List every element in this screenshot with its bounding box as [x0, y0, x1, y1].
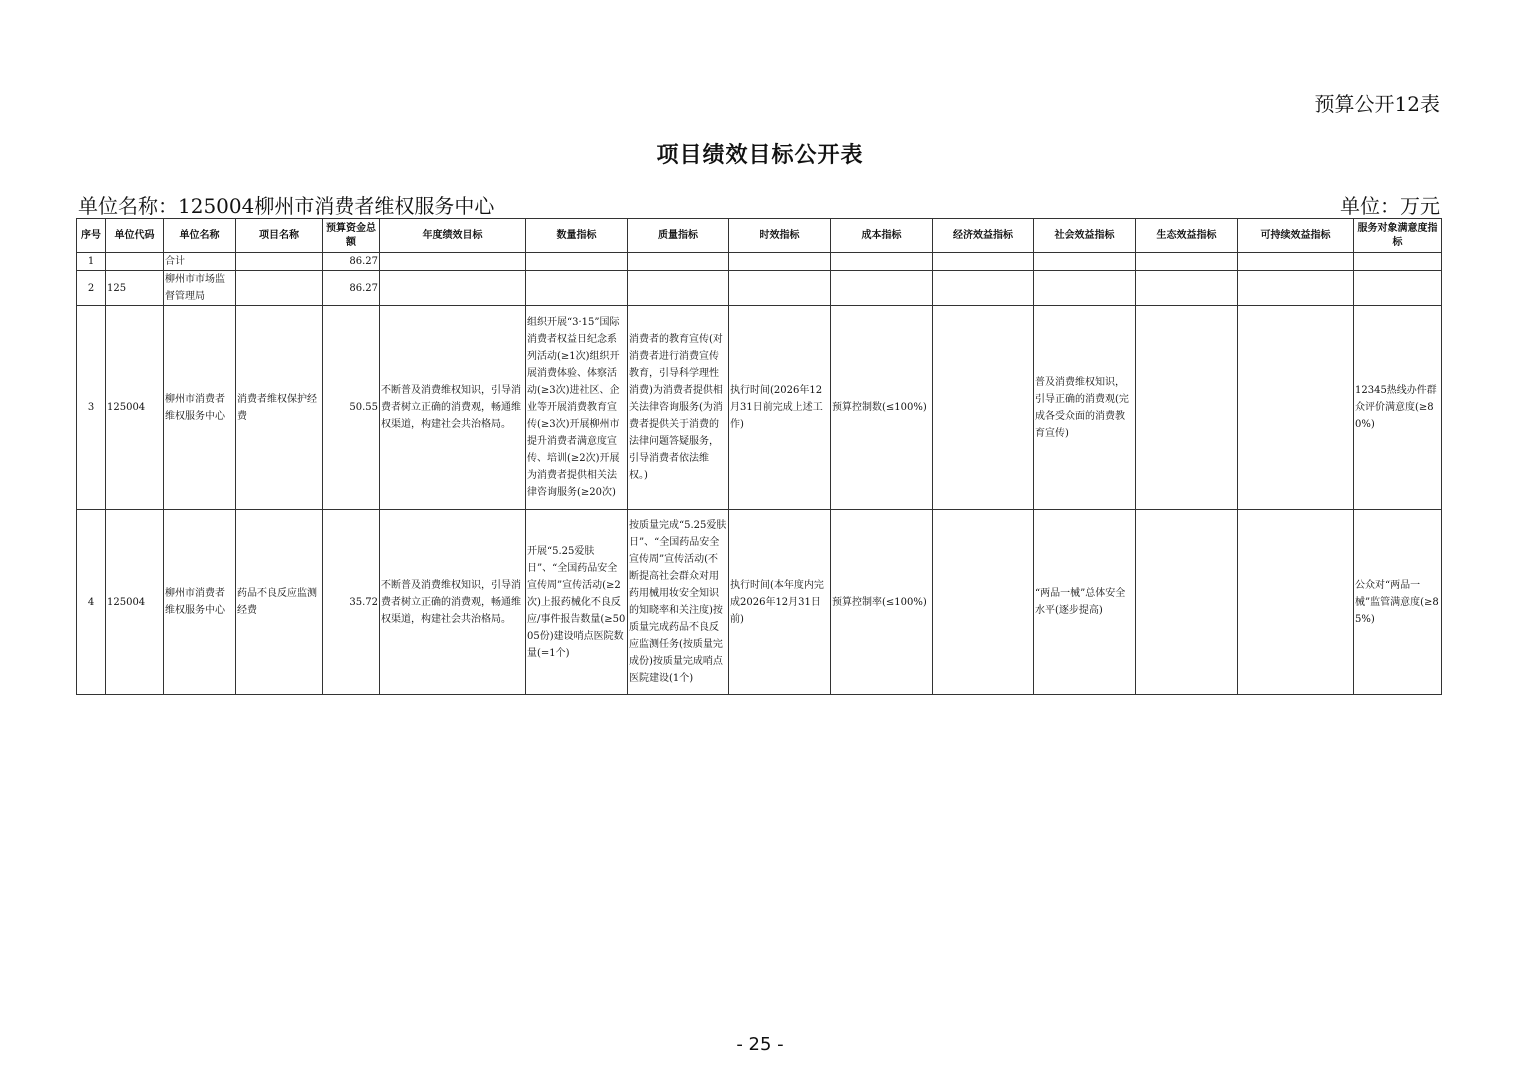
column-header: 生态效益指标: [1136, 219, 1238, 253]
unit-name: 柳州市市场监督管理局: [164, 271, 236, 306]
table-header-row: [77, 219, 1442, 253]
annual-goal: [380, 253, 526, 271]
budget-amount: 86.27: [323, 253, 380, 271]
social-indicator: “两品一械”总体安全水平(逐步提高): [1034, 510, 1136, 695]
unit-name: 合计: [164, 253, 236, 271]
economic-indicator: [933, 306, 1034, 510]
timeliness-indicator: [729, 253, 831, 271]
column-header: 项目名称: [236, 219, 323, 253]
quality-indicator: 消费者的教育宣传(对消费者进行消费宣传教育，引导科学理性消费)为消费者提供相关法律咨询服务(为消费者提供关于消费的法律问题答疑服务，引导消费者依法维权。): [628, 306, 729, 510]
sustainable-indicator: [1238, 271, 1354, 306]
column-header: 预算资金总额: [323, 219, 380, 253]
quantity-indicator: [526, 271, 628, 306]
column-header: 单位代码: [106, 219, 164, 253]
column-header: 社会效益指标: [1034, 219, 1136, 253]
column-header: 成本指标: [831, 219, 933, 253]
column-header: 时效指标: [729, 219, 831, 253]
cost-indicator: [831, 253, 933, 271]
column-header: 年度绩效目标: [380, 219, 526, 253]
row-number: 2: [77, 271, 106, 306]
row-number: 4: [77, 510, 106, 695]
satisfaction-indicator: 12345热线办件群众评价满意度(≥80%): [1354, 306, 1442, 510]
project-name: [236, 253, 323, 271]
cost-indicator: 预算控制数(≤100%): [831, 306, 933, 510]
unit-code: 125004: [106, 306, 164, 510]
social-indicator: [1034, 253, 1136, 271]
column-header: 序号: [77, 219, 106, 253]
quality-indicator: [628, 271, 729, 306]
annual-goal: 不断普及消费维权知识，引导消费者树立正确的消费观，畅通维权渠道，构建社会共治格局。: [380, 306, 526, 510]
satisfaction-indicator: [1354, 253, 1442, 271]
cost-indicator: [831, 271, 933, 306]
column-header: 经济效益指标: [933, 219, 1034, 253]
sustainable-indicator: [1238, 253, 1354, 271]
column-header: 单位名称: [164, 219, 236, 253]
column-header: 服务对象满意度指标: [1354, 219, 1442, 253]
column-header: 数量指标: [526, 219, 628, 253]
page-title: 项目绩效目标公开表: [656, 142, 864, 168]
page-number: - 25 -: [736, 1034, 784, 1055]
table-row: [77, 253, 1442, 271]
ecological-indicator: [1136, 253, 1238, 271]
unit-code: [106, 253, 164, 271]
annual-goal: [380, 271, 526, 306]
satisfaction-indicator: [1354, 271, 1442, 306]
economic-indicator: [933, 253, 1034, 271]
row-number: 1: [77, 253, 106, 271]
budget-amount: 35.72: [323, 510, 380, 695]
table-row: [77, 510, 1442, 695]
unit-name: 柳州市消费者维权服务中心: [164, 306, 236, 510]
timeliness-indicator: 执行时间(本年度内完成2026年12月31日前): [729, 510, 831, 695]
budget-amount: 50.55: [323, 306, 380, 510]
performance-table: [76, 218, 1442, 695]
column-header: 可持续效益指标: [1238, 219, 1354, 253]
sustainable-indicator: [1238, 510, 1354, 695]
project-name: 药品不良反应监测经费: [236, 510, 323, 695]
quantity-indicator: [526, 253, 628, 271]
social-indicator: 普及消费维权知识，引导正确的消费观(完成各受众面的消费教育宣传): [1034, 306, 1136, 510]
economic-indicator: [933, 510, 1034, 695]
ecological-indicator: [1136, 306, 1238, 510]
quality-indicator: 按质量完成“5.25爱肤日”、“全国药品安全宣传周”宣传活动(不断提高社会群众对用药用械用妆安全知识的知晓率和关注度)按质量完成药品不良反应监测任务(按质量完成份)按质量完成哨点医院建设(1个): [628, 510, 729, 695]
unit-code: 125004: [106, 510, 164, 695]
project-name: 消费者维权保护经费: [236, 306, 323, 510]
budget-amount: 86.27: [323, 271, 380, 306]
annual-goal: 不断普及消费维权知识，引导消费者树立正确的消费观，畅通维权渠道，构建社会共治格局。: [380, 510, 526, 695]
currency-unit-label: 单位：万元: [1340, 194, 1440, 218]
unit-name: 柳州市消费者维权服务中心: [164, 510, 236, 695]
cost-indicator: 预算控制率(≤100%): [831, 510, 933, 695]
ecological-indicator: [1136, 510, 1238, 695]
social-indicator: [1034, 271, 1136, 306]
ecological-indicator: [1136, 271, 1238, 306]
table-row: [77, 306, 1442, 510]
unit-name-label: 单位名称：125004柳州市消费者维权服务中心: [78, 194, 495, 218]
table-row: [77, 271, 1442, 306]
row-number: 3: [77, 306, 106, 510]
project-name: [236, 271, 323, 306]
column-header: 质量指标: [628, 219, 729, 253]
timeliness-indicator: 执行时间(2026年12月31日前完成上述工作): [729, 306, 831, 510]
sustainable-indicator: [1238, 306, 1354, 510]
quantity-indicator: 组织开展“3·15”国际消费者权益日纪念系列活动(≥1次)组织开展消费体验、体察活动(≥3次)进社区、企业等开展消费教育宣传(≥3次)开展柳州市提升消费者满意度宣传、培训(≥2次)开展为消费者提供相关法律咨询服务(≥20次): [526, 306, 628, 510]
quality-indicator: [628, 253, 729, 271]
table-number: 预算公开12表: [1314, 92, 1440, 116]
unit-code: 125: [106, 271, 164, 306]
satisfaction-indicator: 公众对“两品一械”监管满意度(≥85%): [1354, 510, 1442, 695]
quantity-indicator: 开展“5.25爱肤日”、“全国药品安全宣传周”宣传活动(≥2次)上报药械化不良反应/事件报告数量(≥5005份)建设哨点医院数量(=1个): [526, 510, 628, 695]
economic-indicator: [933, 271, 1034, 306]
timeliness-indicator: [729, 271, 831, 306]
